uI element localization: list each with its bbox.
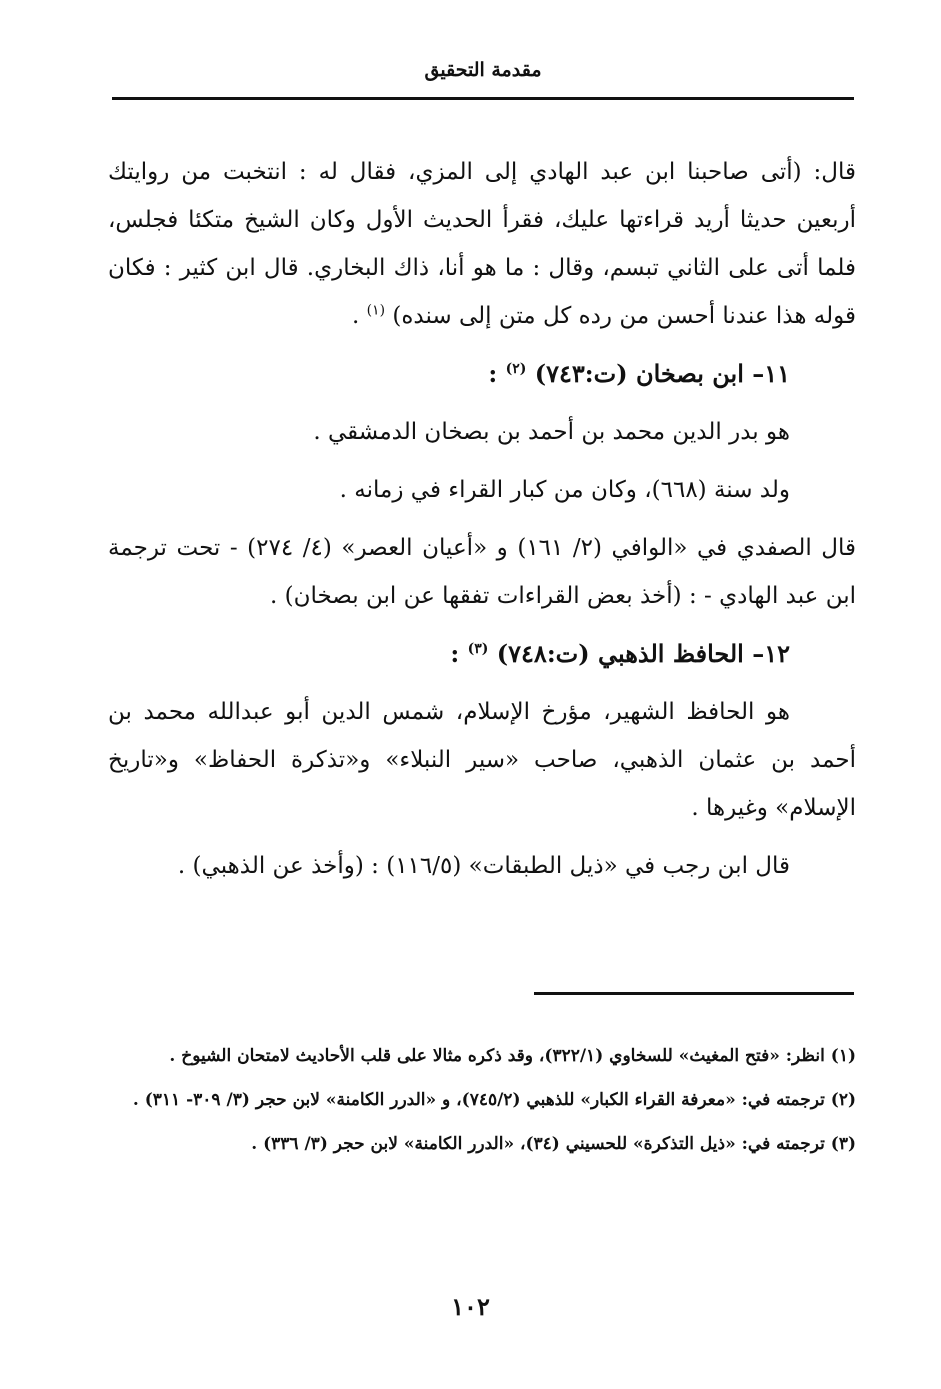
paragraph-al-dhahabi-bio: هو الحافظ الشهير، مؤرخ الإسلام، شمس الدين أبو عبدالله محمد بن أحمد بن عثمان الذهبي، صاحب «سير النبلاء» و«تذكرة الحفاظ» و«تاريخ الإسلام» وغيرها . (108, 699, 856, 821)
header-rule (112, 97, 854, 100)
paragraph-ibn-bashan-birth: ولد سنة (٦٦٨)، وكان من كبار القراء في زمانه . (339, 477, 790, 503)
footnote-text: ترجمته في: «ذيل التذكرة» للحسيني (٣٤)، «الدرر الكامنة» لابن حجر (٣/ ٣٣٦) . (251, 1134, 825, 1154)
footnote-number: (٢) (830, 1090, 856, 1110)
heading-al-dhahabi (108, 630, 856, 678)
footnote-number: (٣) (830, 1134, 856, 1154)
footnote-ref-2: (٢) (505, 361, 527, 377)
footnote-ref-3: (٣) (467, 641, 489, 657)
footnote-3 (108, 1124, 856, 1164)
heading-end: : (488, 359, 506, 388)
footnote-1 (108, 1036, 856, 1076)
paragraph-quote-al-mizzi (108, 148, 856, 340)
footnote-text: ترجمته في: «معرفة القراء الكبار» للذهبي (٧٤٥/٢)، و «الدرر الكامنة» لابن حجر (٣/ ٣٠٩- ٣١١) . (132, 1090, 825, 1110)
main-text (108, 148, 856, 900)
paragraph-text: قال: (أتى صاحبنا ابن عبد الهادي إلى المزي، فقال له : انتخبت من روايتك أربعين حديثا أريد قراءتها عليك، فقرأ الحديث الأول وكان الشيخ متكئا فجلس، فلما أتى على الثاني تبسم، وقال : ما هو أنا، ذاك البخاري. قال ابن كثير : فكان قوله هذا عندنا أحسن من رده كل متن إلى سنده) (108, 159, 856, 329)
heading-ibn-bashan (108, 350, 856, 398)
footnotes (108, 1036, 856, 1168)
footnote-separator (534, 992, 854, 995)
footnote-2 (108, 1080, 856, 1120)
footnote-number: (١) (830, 1046, 856, 1066)
paragraph-end: . (351, 303, 367, 329)
footnote-ref-1: (١) (366, 302, 386, 319)
paragraph-safadi-quote: قال الصفدي في «الوافي (٢/ ١٦١) و «أعيان العصر» (٤/ ٢٧٤) - تحت ترجمة ابن عبد الهادي - : (أخذ بعض القراءات تفقها عن ابن بصخان) . (108, 535, 857, 609)
paragraph-ibn-bashan-name: هو بدر الدين محمد بن أحمد بن بصخان الدمشقي . (313, 419, 790, 445)
heading-end: : (450, 639, 468, 668)
running-head: مقدمة التحقيق (424, 59, 542, 81)
footnote-text: انظر: «فتح المغيث» للسخاوي (٣٢٢/١)، وقد ذكره مثالا على قلب الأحاديث لامتحان الشيوخ . (169, 1046, 825, 1066)
heading-text: ١٢– الحافظ الذهبي (ت:٧٤٨) (496, 639, 790, 668)
heading-text: ١١– ابن بصخان (ت:٧٤٣) (534, 359, 790, 388)
page-number: ١٠٢ (451, 1292, 490, 1321)
paragraph-ibn-rajab-quote: قال ابن رجب في «ذيل الطبقات» (١١٦/٥) : (وأخذ عن الذهبي) . (177, 853, 790, 879)
